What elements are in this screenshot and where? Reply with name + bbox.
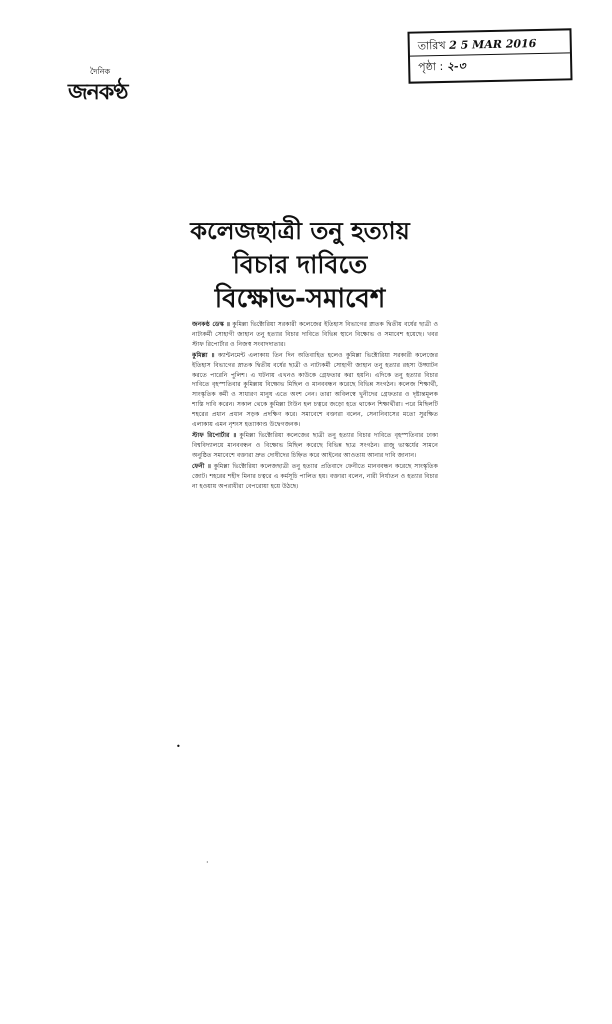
article-paragraph	[192, 351, 438, 430]
dateline: ফেনী ॥	[192, 462, 211, 470]
headline-line-3: বিক্ষোভ-সমাবেশ	[214, 284, 386, 314]
headline-line-2: বিচার দাবিতে	[232, 250, 368, 279]
stamp-page-value: ২-৩	[446, 59, 466, 73]
newspaper-logo: জনকণ্ঠ	[68, 80, 128, 105]
stamp-page-row: পৃষ্ঠা : ২-৩	[418, 59, 466, 74]
dateline: কুমিল্লা ॥	[192, 351, 215, 359]
scan-speck: •	[176, 742, 181, 751]
article-body	[192, 320, 438, 790]
paragraph-text: কুমিল্লা ভিক্টোরিয়া কলেজছাত্রী তনু হত্যার প্রতিবাদে ফেনীতে মানববন্ধন করেছে সাংস্কৃতিক জোট। শহরের শহীদ মিনার চত্বরে এ কর্মসূচি পালিত হয়। বক্তারা বলেন, নারী নির্যাতন ও হত্যার বিচার না হওয়ায় অপরাধীরা বেপরোয়া হয়ে উঠছে।	[192, 462, 438, 490]
stamp-date-label: তারিখ	[417, 38, 446, 53]
dateline: স্টাফ রিপোর্টার ॥	[192, 431, 237, 439]
article-headline	[150, 214, 450, 316]
dateline: জনকণ্ঠ ডেস্ক ॥	[192, 321, 230, 328]
headline-line-1: কলেজছাত্রী তনু হত্যায়	[190, 217, 410, 245]
article-paragraph	[192, 320, 438, 350]
paragraph-text: কুমিল্লা ভিক্টোরিয়া কলেজের ছাত্রী তনু হত্যার বিচার দাবিতে বৃহস্পতিবার ঢাকা বিশ্ববিদ্যালয়ে মানববন্ধন ও বিক্ষোভ মিছিল করেছে বিভিন্ন ছাত্র সংগঠন। রাজু ভাস্কর্যের সামনে অনুষ্ঠিত সমাবেশে বক্তারা দ্রুত দোষীদের চিহ্নিত করে আইনের আওতায় আনার দাবি জানান।	[192, 431, 438, 459]
paragraph-text: কুমিল্লা ভিক্টোরিয়া সরকারী কলেজের ইতিহাস বিভাগের স্নাতক দ্বিতীয় বর্ষের ছাত্রী ও নাট্যকর্মী সোহাগী জাহান তনু হত্যার বিচার দাবিতে বিভিন্ন স্থানে বিক্ষোভ ও সমাবেশ হয়েছে। খবর স্টাফ রিপোর্টার ও নিজস্ব সংবাদদাতার।	[192, 321, 438, 348]
archive-stamp	[407, 28, 572, 83]
article-paragraph	[192, 462, 438, 492]
scan-speck: ·	[206, 858, 209, 867]
stamp-date-value: 2 5 MAR 2016	[449, 37, 537, 52]
masthead-daily-label: দৈনিক	[90, 67, 111, 76]
paragraph-text: ক্যান্টনমেন্ট এলাকায় তিন দিন অতিবাহিত হলেও কুমিল্লা ভিক্টোরিয়া সরকারী কলেজের ইতিহাস বিভাগের স্নাতক দ্বিতীয় বর্ষের ছাত্রী ও নাট্যকর্মী সোহাগী জাহান তনু হত্যার রহস্য উদ্ঘাটন করতে পারেনি পুলিশ। এ ঘটনায় এখনও কাউকে গ্রেফতার করা হয়নি। এদিকে তনু হত্যার বিচার দাবিতে বৃহস্পতিবার কুমিল্লায় বিক্ষোভ মিছিল ও মানববন্ধন করেছে বিভিন্ন সংগঠন। কলেজ শিক্ষার্থী, সাংস্কৃতিক কর্মী ও সাধারণ মানুষ এতে অংশ নেন। তারা অবিলম্বে খুনীদের গ্রেফতার ও দৃষ্টান্তমূলক শাস্তি দাবি করেন। সকাল থেকে কুমিল্লা টাউন হল চত্বরে জড়ো হতে থাকেন শিক্ষার্থীরা। পরে মিছিলটি শহরের প্রধান প্রধান সড়ক প্রদক্ষিণ করে। সমাবেশে বক্তারা বলেন, সেনানিবাসের মতো সুরক্ষিত এলাকায় এমন নৃশংস হত্যাকাণ্ড উদ্বেগজনক।	[192, 351, 438, 429]
stamp-page-label: পৃষ্ঠা	[418, 60, 437, 74]
article-paragraph	[192, 431, 438, 461]
